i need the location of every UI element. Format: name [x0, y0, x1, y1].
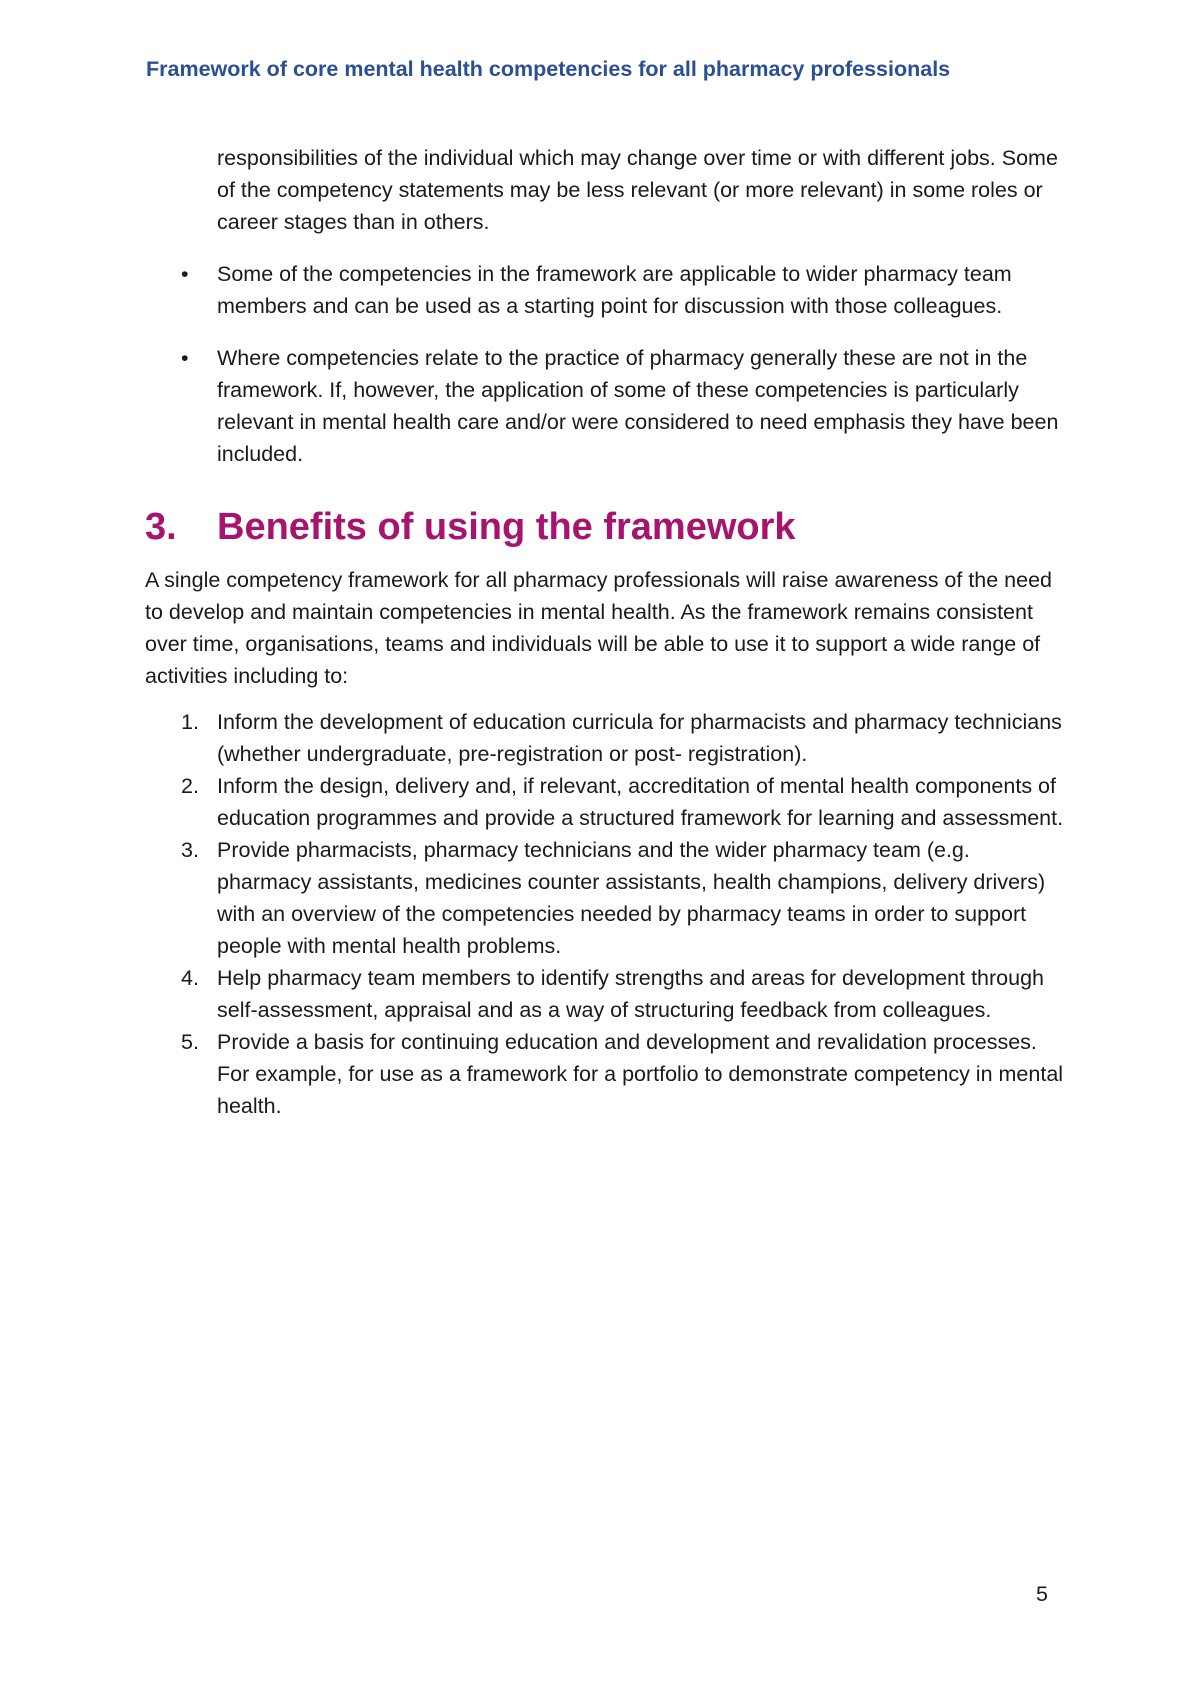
list-item-number: 1. — [181, 710, 199, 734]
list-item — [145, 770, 1065, 834]
bullet-text: Where competencies relate to the practice of pharmacy generally these are not in the framework. If, however, the application of some of these competencies is particularly relevant in mental health care and/or were considered to need emphasis they have been included. — [217, 346, 1059, 466]
list-item-text: Inform the design, delivery and, if relevant, accreditation of mental health components of education programmes and provide a structured framework for learning and assessment. — [217, 774, 1064, 830]
list-item-number: 3. — [181, 838, 199, 862]
bullet-text: Some of the competencies in the framework are applicable to wider pharmacy team members and can be used as a starting point for discussion with those colleagues. — [217, 262, 1012, 318]
bullet-marker: • — [181, 346, 189, 370]
document-body — [145, 142, 1065, 1122]
section-heading — [145, 504, 1065, 550]
list-item-text: Provide pharmacists, pharmacy technicians and the wider pharmacy team (e.g. pharmacy assistants, medicines counter assistants, health champions, delivery drivers) with an overview of the competencies needed by pharmacy teams in order to support people with mental health problems. — [217, 838, 1046, 958]
numbered-list — [145, 706, 1065, 1122]
list-item — [145, 834, 1065, 962]
list-item-text: Inform the development of education curricula for pharmacists and pharmacy technicians (whether undergraduate, pre-registration or post- registration). — [217, 710, 1062, 766]
bullet-item — [145, 342, 1065, 470]
section-intro-paragraph: A single competency framework for all pharmacy professionals will raise awareness of the need to develop and maintain competencies in mental health. As the framework remains consistent over time, organisations, teams and individuals will be able to use it to support a wide range of activities including to: — [145, 568, 1053, 688]
section-number: 3. — [145, 506, 177, 548]
list-item-number: 5. — [181, 1030, 199, 1054]
running-header: Framework of core mental health competencies for all pharmacy professionals — [146, 57, 951, 81]
list-item-number: 2. — [181, 774, 199, 798]
section-title: Benefits of using the framework — [217, 506, 796, 548]
bullet-item — [145, 258, 1065, 322]
bullet-marker: • — [181, 262, 189, 286]
bullet-list — [145, 258, 1065, 470]
continued-paragraph: responsibilities of the individual which may change over time or with different jobs. Some of the competency statements may be less relevant (or more relevant) in some roles or career stages than in others. — [217, 146, 1058, 234]
list-item — [145, 706, 1065, 770]
list-item-text: Provide a basis for continuing education and development and revalidation processes. For example, for use as a framework for a portfolio to demonstrate competency in mental health. — [217, 1030, 1064, 1118]
list-item — [145, 962, 1065, 1026]
list-item — [145, 1026, 1065, 1122]
list-item-number: 4. — [181, 966, 199, 990]
page-number: 5 — [1036, 1582, 1048, 1606]
list-item-text: Help pharmacy team members to identify strengths and areas for development through self-assessment, appraisal and as a way of structuring feedback from colleagues. — [217, 966, 1044, 1022]
